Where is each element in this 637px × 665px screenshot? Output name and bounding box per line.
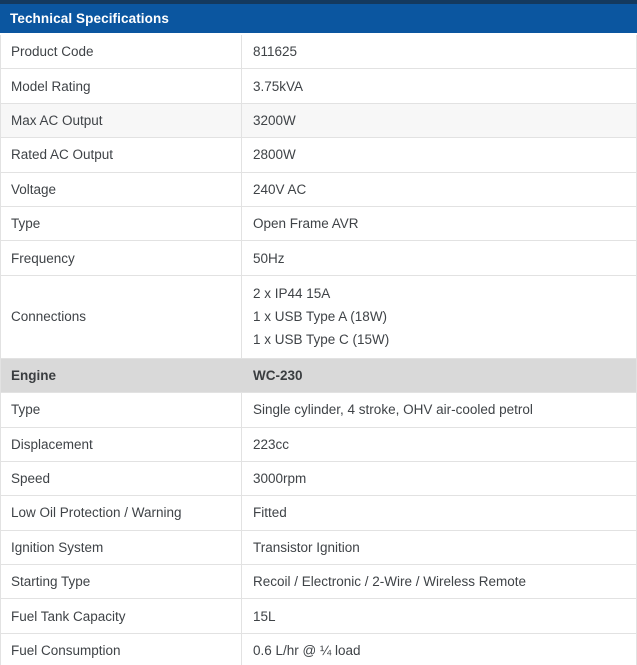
row-value: 3200W xyxy=(253,112,296,128)
row-label: Type xyxy=(1,207,242,240)
row-label: Product Code xyxy=(1,35,242,68)
row-value: Single cylinder, 4 stroke, OHV air-cooled petrol xyxy=(253,402,533,418)
table-row xyxy=(1,104,636,138)
row-value: WC-230 xyxy=(253,367,303,383)
row-value: 240V AC xyxy=(253,181,307,197)
table-row xyxy=(1,69,636,103)
table-row xyxy=(1,428,636,462)
row-label: Rated AC Output xyxy=(1,138,242,171)
row-value: 811625 xyxy=(253,44,298,60)
table-row xyxy=(1,393,636,427)
table-row xyxy=(1,241,636,275)
row-label: Model Rating xyxy=(1,69,242,102)
table-row xyxy=(1,462,636,496)
table-row xyxy=(1,496,636,530)
table-row xyxy=(1,173,636,207)
row-label: Engine xyxy=(11,367,57,383)
table-row xyxy=(1,599,636,633)
row-value: 2800W xyxy=(253,147,296,163)
row-label: Voltage xyxy=(1,173,242,206)
table-row xyxy=(1,565,636,599)
table-row xyxy=(1,138,636,172)
row-label: Frequency xyxy=(1,241,242,274)
row-label: Connections xyxy=(1,276,242,358)
row-value: 223cc xyxy=(253,436,290,452)
table-title: Technical Specifications xyxy=(10,11,169,26)
table-header xyxy=(0,0,637,33)
row-value: 3000rpm xyxy=(253,471,307,487)
row-value: Fitted xyxy=(253,505,287,521)
row-label: Ignition System xyxy=(1,531,242,564)
row-value: Recoil / Electronic / 2-Wire / Wireless Remote xyxy=(253,574,527,590)
row-value: Open Frame AVR xyxy=(253,216,359,232)
table-body xyxy=(0,35,637,665)
table-row xyxy=(1,35,636,69)
row-label: Low Oil Protection / Warning xyxy=(1,496,242,529)
row-value: 0.6 L/hr @ ¼ load xyxy=(253,643,361,659)
row-label: Fuel Tank Capacity xyxy=(1,599,242,632)
table-row xyxy=(1,634,636,665)
row-label: Displacement xyxy=(1,428,242,461)
table-row xyxy=(1,531,636,565)
table-row xyxy=(1,207,636,241)
row-value: 15L xyxy=(253,608,276,624)
row-value: 2 x IP44 15A 1 x USB Type A (18W) 1 x USB Type C (15W) xyxy=(253,286,390,348)
row-label: Fuel Consumption xyxy=(1,634,242,665)
section-row xyxy=(1,359,636,393)
row-value: 3.75kVA xyxy=(253,78,304,94)
row-label: Type xyxy=(1,393,242,426)
row-value: Transistor Ignition xyxy=(253,539,360,555)
table-row xyxy=(1,276,636,359)
row-label: Max AC Output xyxy=(1,104,242,137)
row-label: Starting Type xyxy=(1,565,242,598)
row-value: 50Hz xyxy=(253,250,285,266)
row-label: Speed xyxy=(1,462,242,495)
